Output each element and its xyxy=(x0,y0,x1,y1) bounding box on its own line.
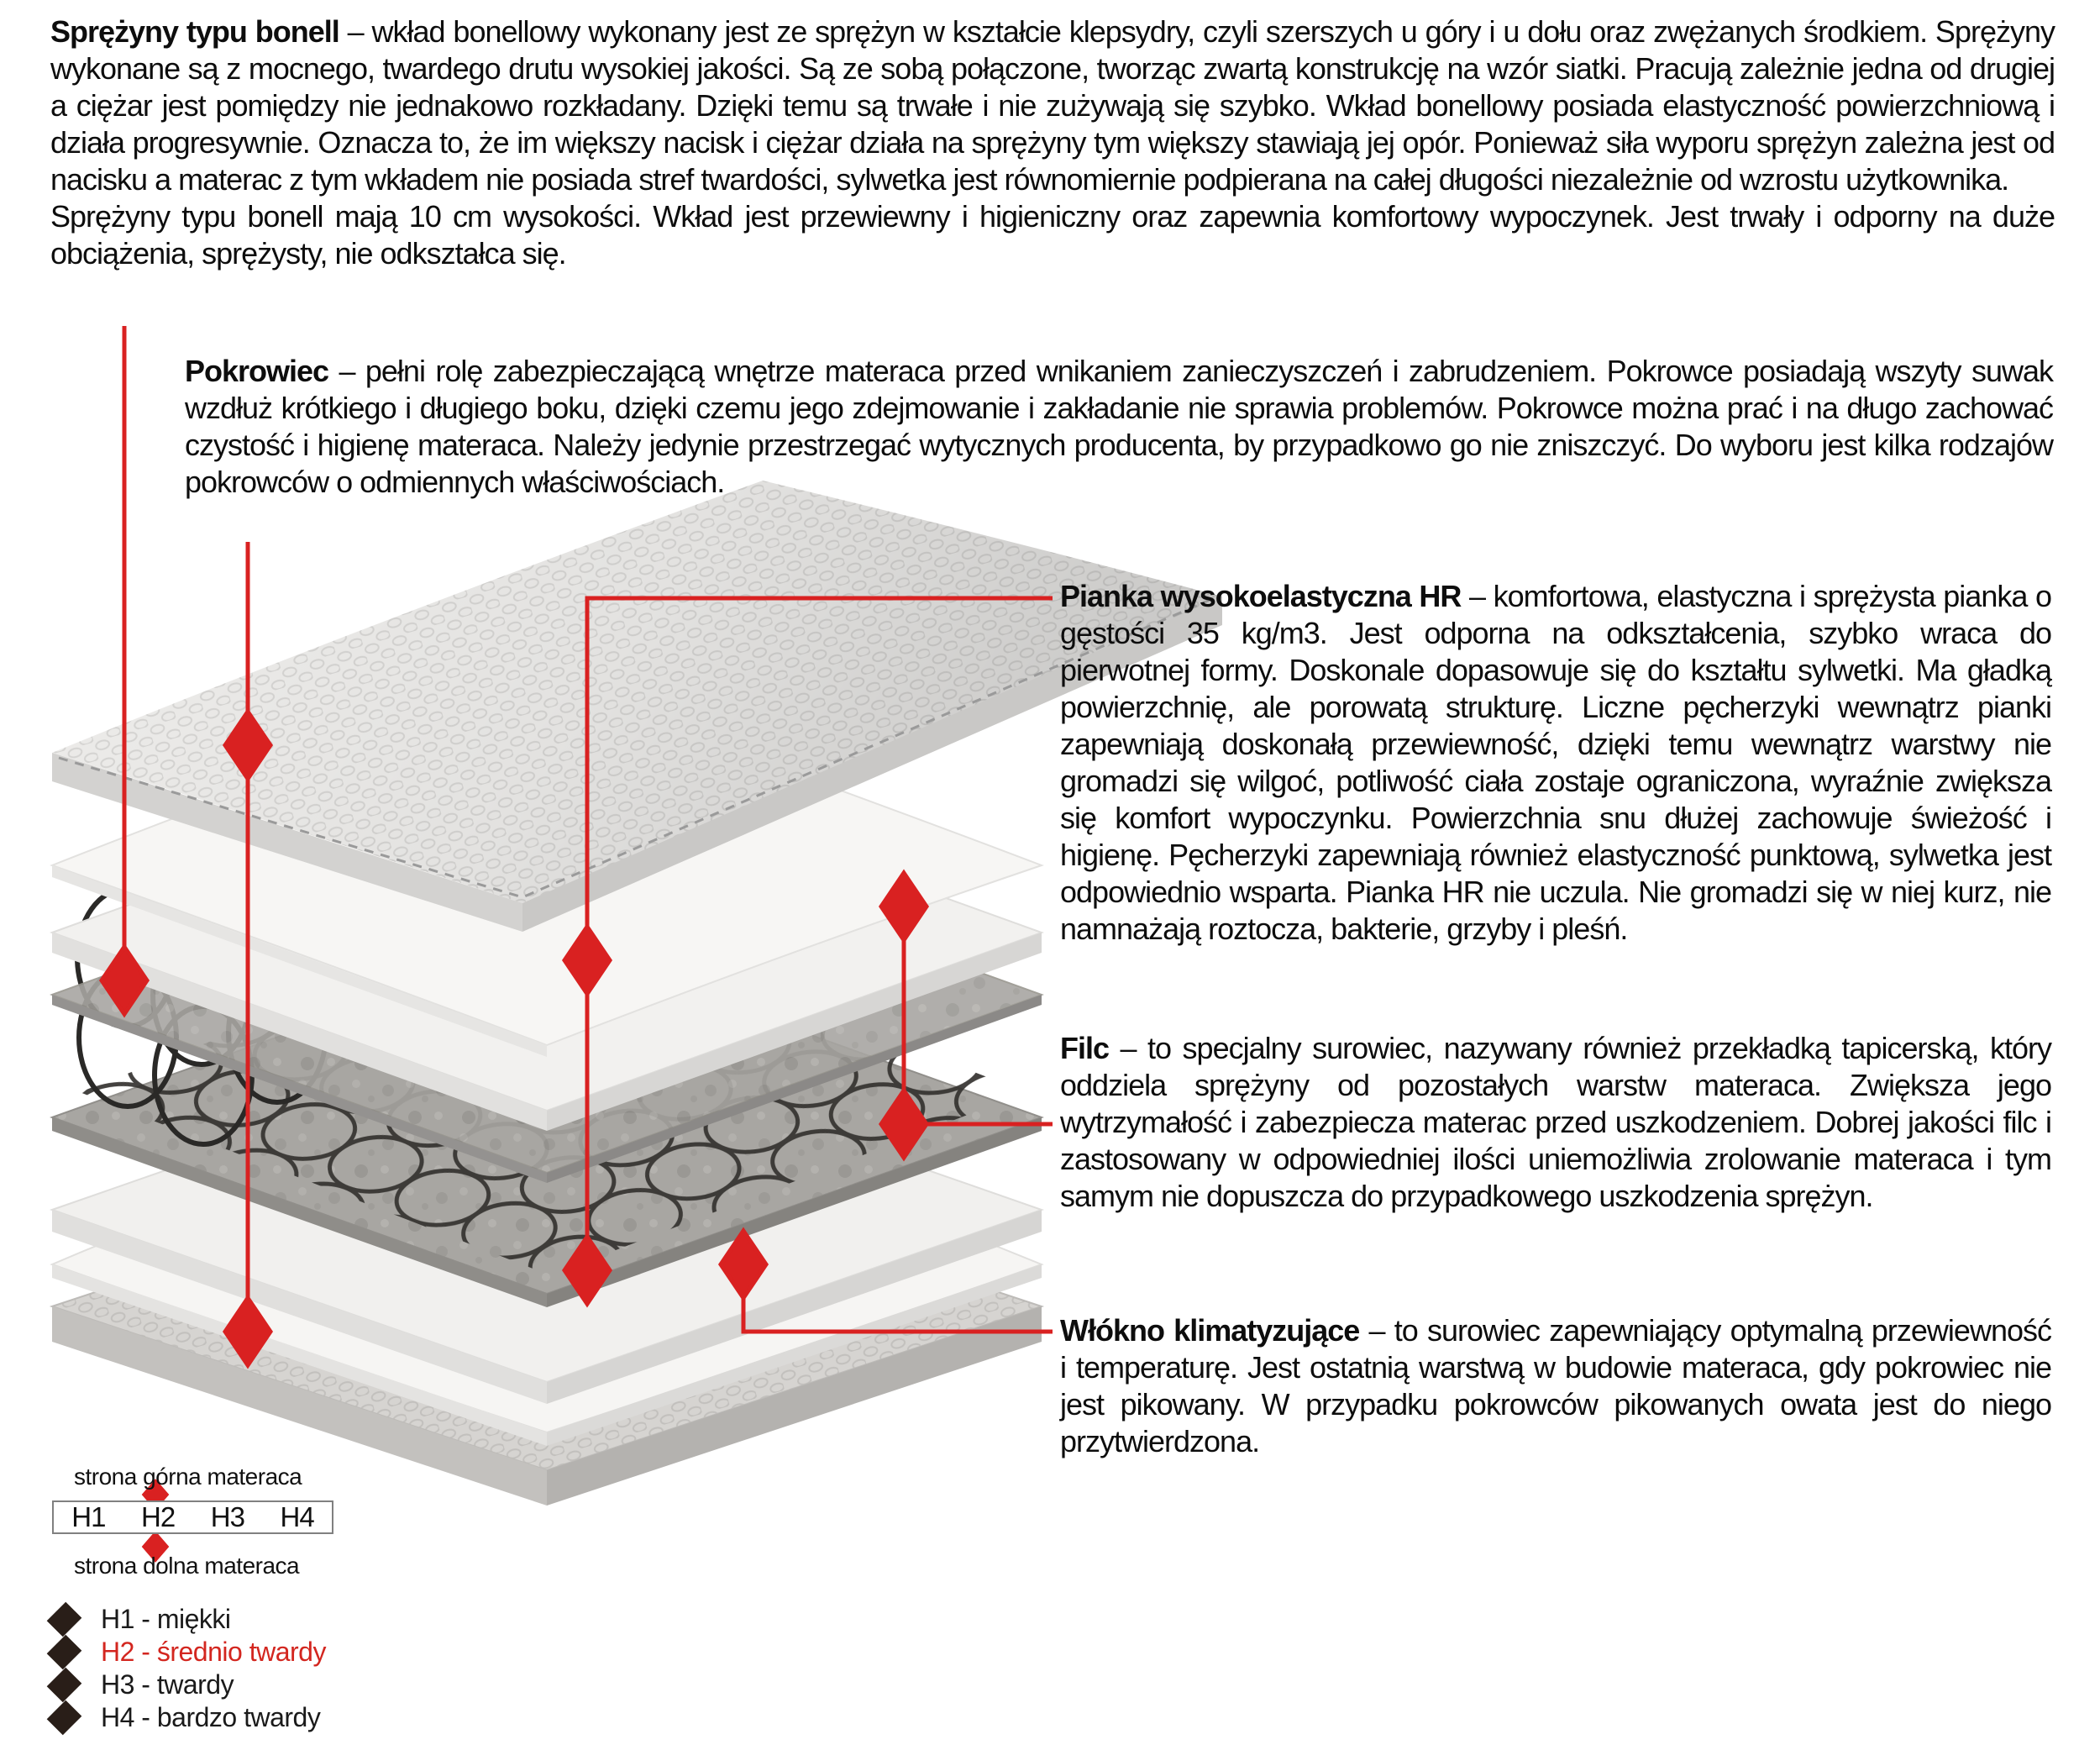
diamond-icon xyxy=(47,1668,82,1703)
legend-row-h2 xyxy=(46,1636,326,1669)
legend-row-h4 xyxy=(46,1701,326,1734)
section-felt-text: – to specjalny surowiec, nazywany również przekładką tapicerską, który oddziela sprężyny od pozostałych warstw materaca. Zwiększa jego wytrzymałość i zabezpiecza materac przed uszkodzeniem. Dobrej jakości filc i zastosowany w odpowiedniej ilości uniemożliwia zrolowanie materaca i tym samym nie dopuszcza do przypadkowego uszkodzenia sprężyn. xyxy=(1060,1031,2051,1213)
hardness-level-h1: H1 xyxy=(71,1501,106,1532)
diamond-icon xyxy=(47,1602,82,1637)
legend-label: H2 - średnio twardy xyxy=(101,1637,326,1667)
hardness-level-h4: H4 xyxy=(280,1501,314,1532)
section-foam-title: Pianka wysokoelastyczna HR xyxy=(1060,579,1462,613)
hardness-level-h2: H2 xyxy=(141,1501,176,1532)
section-springs xyxy=(50,13,2055,272)
section-cover-text: – pełni rolę zabezpieczającą wnętrze materaca przed wnikaniem zanieczyszczeń i zabrudzeniem. Pokrowce posiadają wszyty suwak wzdłuż krótkiego i długiego boku, dzięki czemu jego zdejmowanie i zakładanie nie sprawia problemów. Pokrowce można prać i na długo zachować czystość i higienę materaca. Należy jedynie przestrzegać wytycznych producenta, by przypadkowo go nie zniszczyć. Do wyboru jest kilka rodzajów pokrowców o odmiennych właściwościach. xyxy=(185,354,2053,499)
hardness-level-h3: H3 xyxy=(210,1501,244,1532)
diamond-icon xyxy=(47,1700,82,1736)
section-springs-text: – wkład bonellowy wykonany jest ze sprężyn w kształcie klepsydry, czyli szerszych u góry i u dołu oraz zwężanych środkiem. Sprężyny wykonane są z mocnego, twardego drutu wysokiej jakości. Są ze sobą połączone, tworząc zwartą konstrukcję na wzór siatki. Pracują zależnie jedna od drugiej a ciężar jest pomiędzy nie jednakowo rozkładany. Dzięki temu są trwałe i nie zużywają się szybko. Wkład bonellowy posiada elastyczność powierzchniową i działa progresywnie. Oznacza to, że im większy nacisk i ciężar działa na sprężyny tym większy stawiają jej opór. Ponieważ siła wyporu sprężyn zależna jest od nacisku a materac z tym wkładem nie posiada stref twardości, sylwetka jest równomiernie podpierana na całej długości niezależnie od wzrostu użytkownika. xyxy=(50,14,2055,197)
scale-top-label: strona górna materaca xyxy=(74,1464,302,1490)
section-felt xyxy=(1060,1030,2051,1215)
section-fiber-title: Włókno klimatyzujące xyxy=(1060,1313,1360,1348)
section-foam-text: – komfortowa, elastyczna i sprężysta pianka o gęstości 35 kg/m3. Jest odporna na odkształcenia, szybko wraca do pierwotnej formy. Doskonale dopasowuje się do kształtu sylwetki. Ma gładką powierzchnię, ale porowatą strukturę. Liczne pęcherzyki wewnątrz pianki zapewniają doskonałą przewiewność, dzięki temu wewnątrz warstwy nie gromadzi się wilgoć, potliwość ciała zostaje ograniczona, wyraźnie zwiększa się komfort wypoczynku. Powierzchnia snu dłużej zachowuje świeżość i higienę. Pęcherzyki zapewniają również elastyczność punktową, sylwetka jest odpowiednio wsparta. Pianka HR nie uczula. Nie gromadzi się w niej kurz, nie namnażają roztocza, bakterie, grzyby i pleśń. xyxy=(1060,579,2051,946)
legend-row-h1 xyxy=(46,1603,326,1636)
section-springs-paragraph xyxy=(50,13,2055,198)
section-cover-title: Pokrowiec xyxy=(185,354,329,388)
legend-row-h3 xyxy=(46,1669,326,1701)
legend-label: H1 - miękki xyxy=(101,1604,231,1634)
hardness-legend xyxy=(46,1603,326,1734)
section-foam xyxy=(1060,578,2051,948)
section-fiber xyxy=(1060,1312,2051,1460)
legend-label: H4 - bardzo twardy xyxy=(101,1702,321,1732)
section-springs-paragraph-2: Sprężyny typu bonell mają 10 cm wysokości. Wkład jest przewiewny i higieniczny oraz zapewnia komfortowy wypoczynek. Jest trwały i odporny na duże obciążenia, sprężysty, nie odkształca się. xyxy=(50,199,2055,271)
section-felt-title: Filc xyxy=(1060,1031,1110,1065)
scale-bottom-label: strona dolna materaca xyxy=(74,1553,300,1579)
section-cover xyxy=(185,353,2053,501)
section-fiber-text: – to surowiec zapewniający optymalną przewiewność i temperaturę. Jest ostatnią warstwą w budowie materaca, gdy pokrowiec nie jest pikowany. W przypadku pokrowców pikowanych owata jest do niego przytwierdzona. xyxy=(1060,1313,2051,1458)
hardness-scale-box xyxy=(52,1500,333,1534)
legend-label: H3 - twardy xyxy=(101,1669,234,1700)
diamond-icon xyxy=(47,1635,82,1670)
section-springs-title: Sprężyny typu bonell xyxy=(50,14,339,49)
